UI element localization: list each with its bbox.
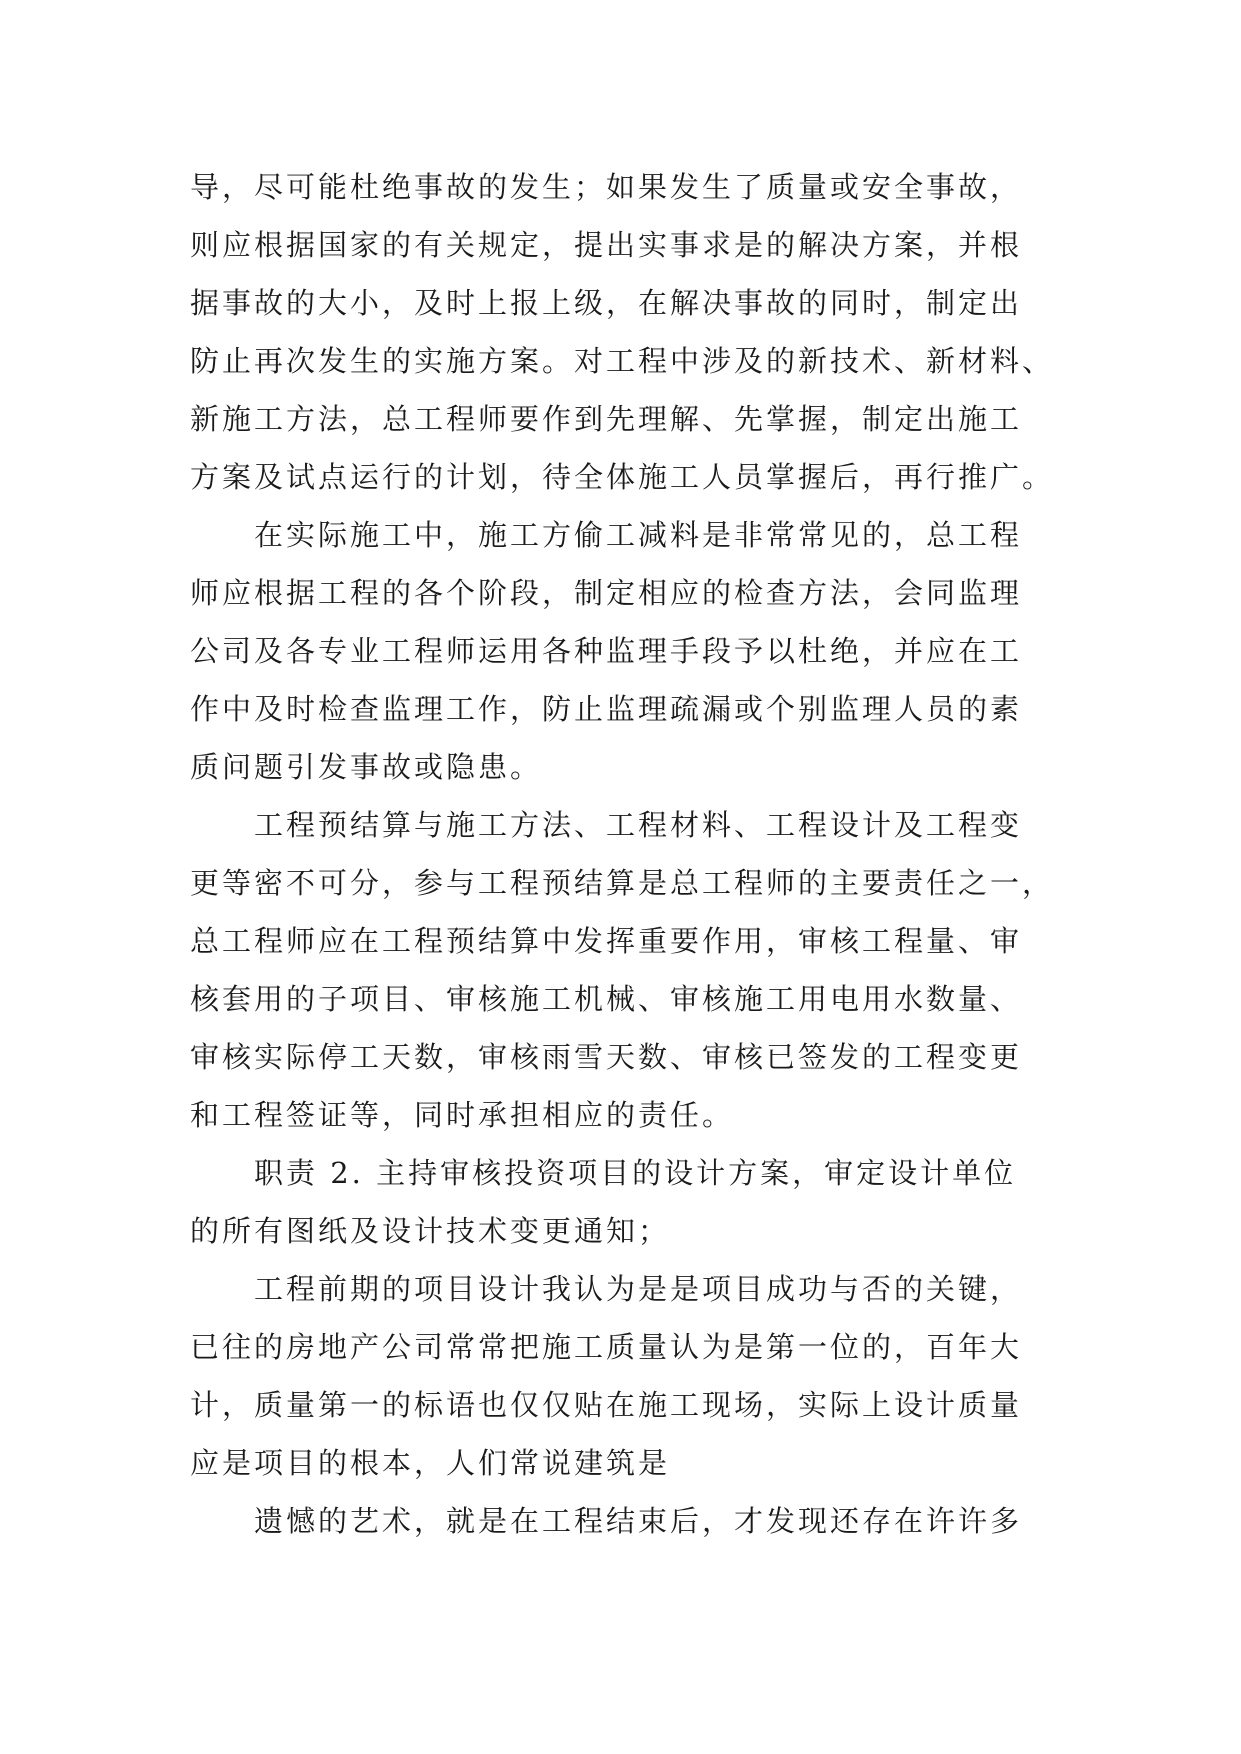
text-line: 工程前期的项目设计我认为是是项目成功与否的关键， [254, 1272, 1023, 1306]
text-line: 导，尽可能杜绝事故的发生；如果发生了质量或安全事故， [190, 170, 1023, 204]
text-line: 师应根据工程的各个阶段，制定相应的检查方法，会同监理 [190, 576, 1023, 610]
text-line: 的所有图纸及设计技术变更通知； [190, 1214, 671, 1248]
paragraph-duty-2 [190, 1144, 1070, 1260]
text-line: 则应根据国家的有关规定，提出实事求是的解决方案，并根 [190, 228, 1023, 262]
text-line: 据事故的大小，及时上报上级，在解决事故的同时，制定出 [190, 286, 1023, 320]
text-line: 工程预结算与施工方法、工程材料、工程设计及工程变 [254, 808, 1023, 842]
text-line: 质问题引发事故或隐患。 [190, 750, 543, 784]
text-line: 审核实际停工天数，审核雨雪天数、审核已签发的工程变更 [190, 1040, 1023, 1074]
paragraph-inspection [190, 506, 1070, 796]
text-line: 防止再次发生的实施方案。对工程中涉及的新技术、新材料、 [190, 344, 1055, 378]
text-line: 总工程师应在工程预结算中发挥重要作用，审核工程量、审 [190, 924, 1023, 958]
paragraph-regret-art [190, 1492, 1070, 1550]
text-line: 已往的房地产公司常常把施工质量认为是第一位的，百年大 [190, 1330, 1023, 1364]
document-body [190, 158, 1070, 1550]
text-line: 公司及各专业工程师运用各种监理手段予以杜绝，并应在工 [190, 634, 1023, 668]
text-line: 职责 2. 主持审核投资项目的设计方案，审定设计单位 [254, 1156, 1017, 1190]
text-line: 核套用的子项目、审核施工机械、审核施工用电用水数量、 [190, 982, 1023, 1016]
paragraph-accident-handling [190, 158, 1070, 506]
text-line: 在实际施工中，施工方偷工减料是非常常见的，总工程 [254, 518, 1023, 552]
text-line: 和工程签证等，同时承担相应的责任。 [190, 1098, 735, 1132]
text-line: 更等密不可分，参与工程预结算是总工程师的主要责任之一， [190, 866, 1055, 900]
text-line: 新施工方法，总工程师要作到先理解、先掌握，制定出施工 [190, 402, 1023, 436]
text-line: 应是项目的根本，人们常说建筑是 [190, 1446, 671, 1480]
text-line: 计，质量第一的标语也仅仅贴在施工现场，实际上设计质量 [190, 1388, 1023, 1422]
text-line: 遗憾的艺术，就是在工程结束后，才发现还存在许许多 [254, 1504, 1023, 1538]
text-line: 方案及试点运行的计划，待全体施工人员掌握后，再行推广。 [190, 460, 1055, 494]
paragraph-budget-settlement [190, 796, 1070, 1144]
paragraph-project-design [190, 1260, 1070, 1492]
text-line: 作中及时检查监理工作，防止监理疏漏或个别监理人员的素 [190, 692, 1023, 726]
